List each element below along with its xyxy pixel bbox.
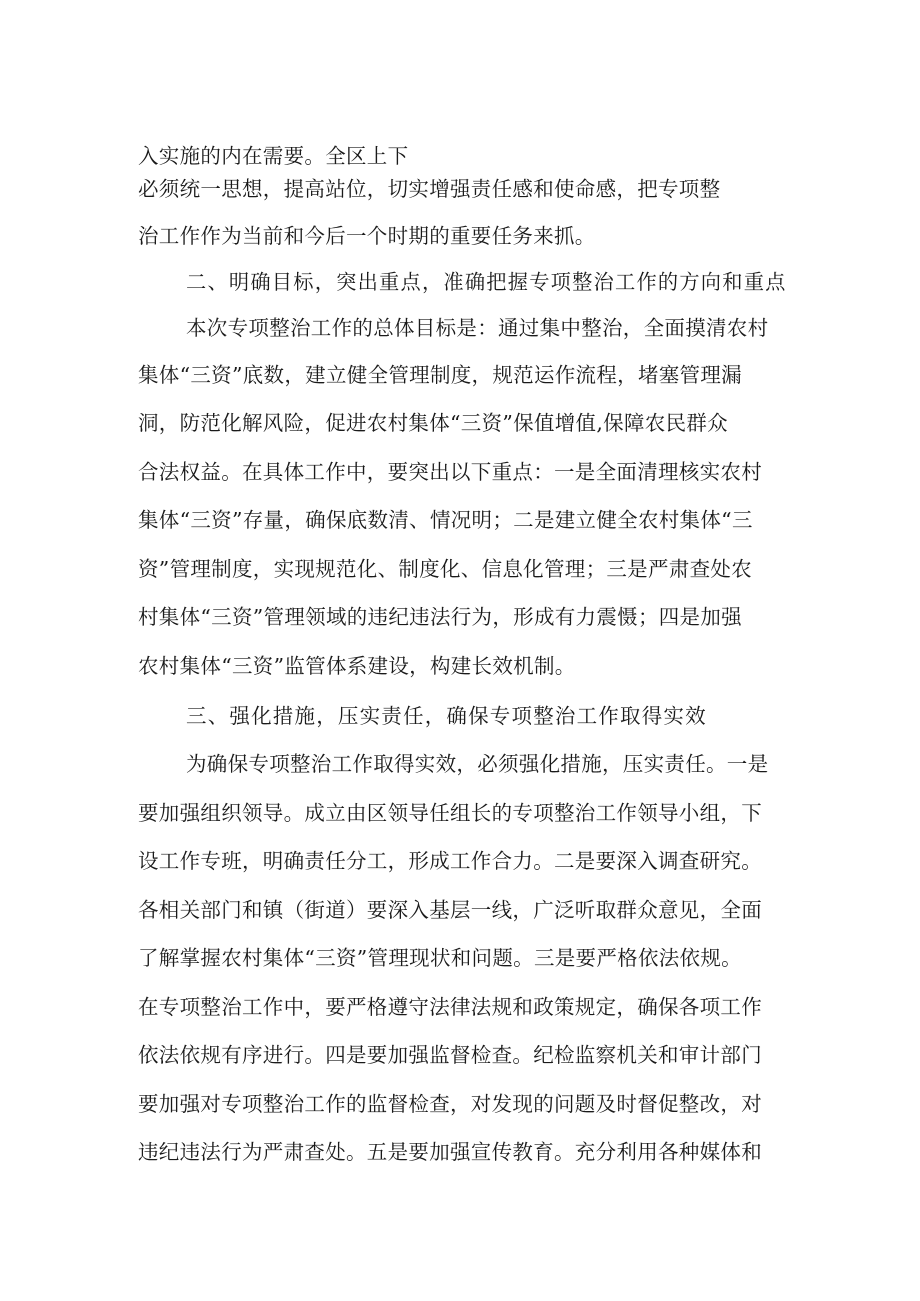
text-line: 治工作作为当前和今后一个时期的重要任务来抓。 xyxy=(138,224,596,248)
text-line: 要加强对专项整治工作的监督检查，对发现的问题及时督促整改，对 xyxy=(138,1092,762,1116)
text-line: 了解掌握农村集体“三资”管理现状和问题。三是要严格依法依规。 xyxy=(138,946,742,970)
text-line: 洞，防范化解风险，促进农村集体“三资”保值增值,保障农民群众 xyxy=(138,411,728,435)
text-line: 资”管理制度，实现规范化、制度化、信息化管理；三是严肃查处农 xyxy=(138,557,752,581)
text-line: 农村集体“三资”监管体系建设，构建长效机制。 xyxy=(138,654,576,678)
text-line: 入实施的内在需要。全区上下 xyxy=(138,144,409,168)
section-heading-3: 三、强化措施，压实责任，确保专项整治工作取得实效 xyxy=(186,704,707,728)
text-line: 各相关部门和镇（街道）要深入基层一线，广泛听取群众意见，全面 xyxy=(138,898,762,922)
text-line: 设工作专班，明确责任分工，形成工作合力。二是要深入调查研究。 xyxy=(138,849,762,873)
text-line: 集体“三资”存量，确保底数清、情况明；二是建立健全农村集体“三 xyxy=(138,508,753,532)
text-line: 依法依规有序进行。四是要加强监督检查。纪检监察机关和审计部门 xyxy=(138,1043,762,1067)
text-line: 集体“三资”底数，建立健全管理制度，规范运作流程，堵塞管理漏 xyxy=(138,363,742,387)
text-line: 合法权益。在具体工作中，要突出以下重点：一是全面清理核实农村 xyxy=(138,460,762,484)
text-line: 本次专项整治工作的总体目标是：通过集中整治，全面摸清农村 xyxy=(186,316,769,340)
text-line: 违纪违法行为严肃查处。五是要加强宣传教育。充分利用各种媒体和 xyxy=(138,1140,762,1164)
text-line: 村集体“三资”管理领域的违纪违法行为，形成有力震慑；四是加强 xyxy=(138,605,742,629)
section-heading-2: 二、明确目标，突出重点，准确把握专项整治工作的方向和重点 xyxy=(186,270,787,294)
text-line: 必须统一思想，提高站位，切实增强责任感和使命感，把专项整 xyxy=(138,177,721,201)
text-line: 在专项整治工作中，要严格遵守法律法规和政策规定，确保各项工作 xyxy=(138,995,762,1019)
text-line: 要加强组织领导。成立由区领导任组长的专项整治工作领导小组，下 xyxy=(138,801,762,825)
text-line: 为确保专项整治工作取得实效，必须强化措施，压实责任。一是 xyxy=(186,752,769,776)
